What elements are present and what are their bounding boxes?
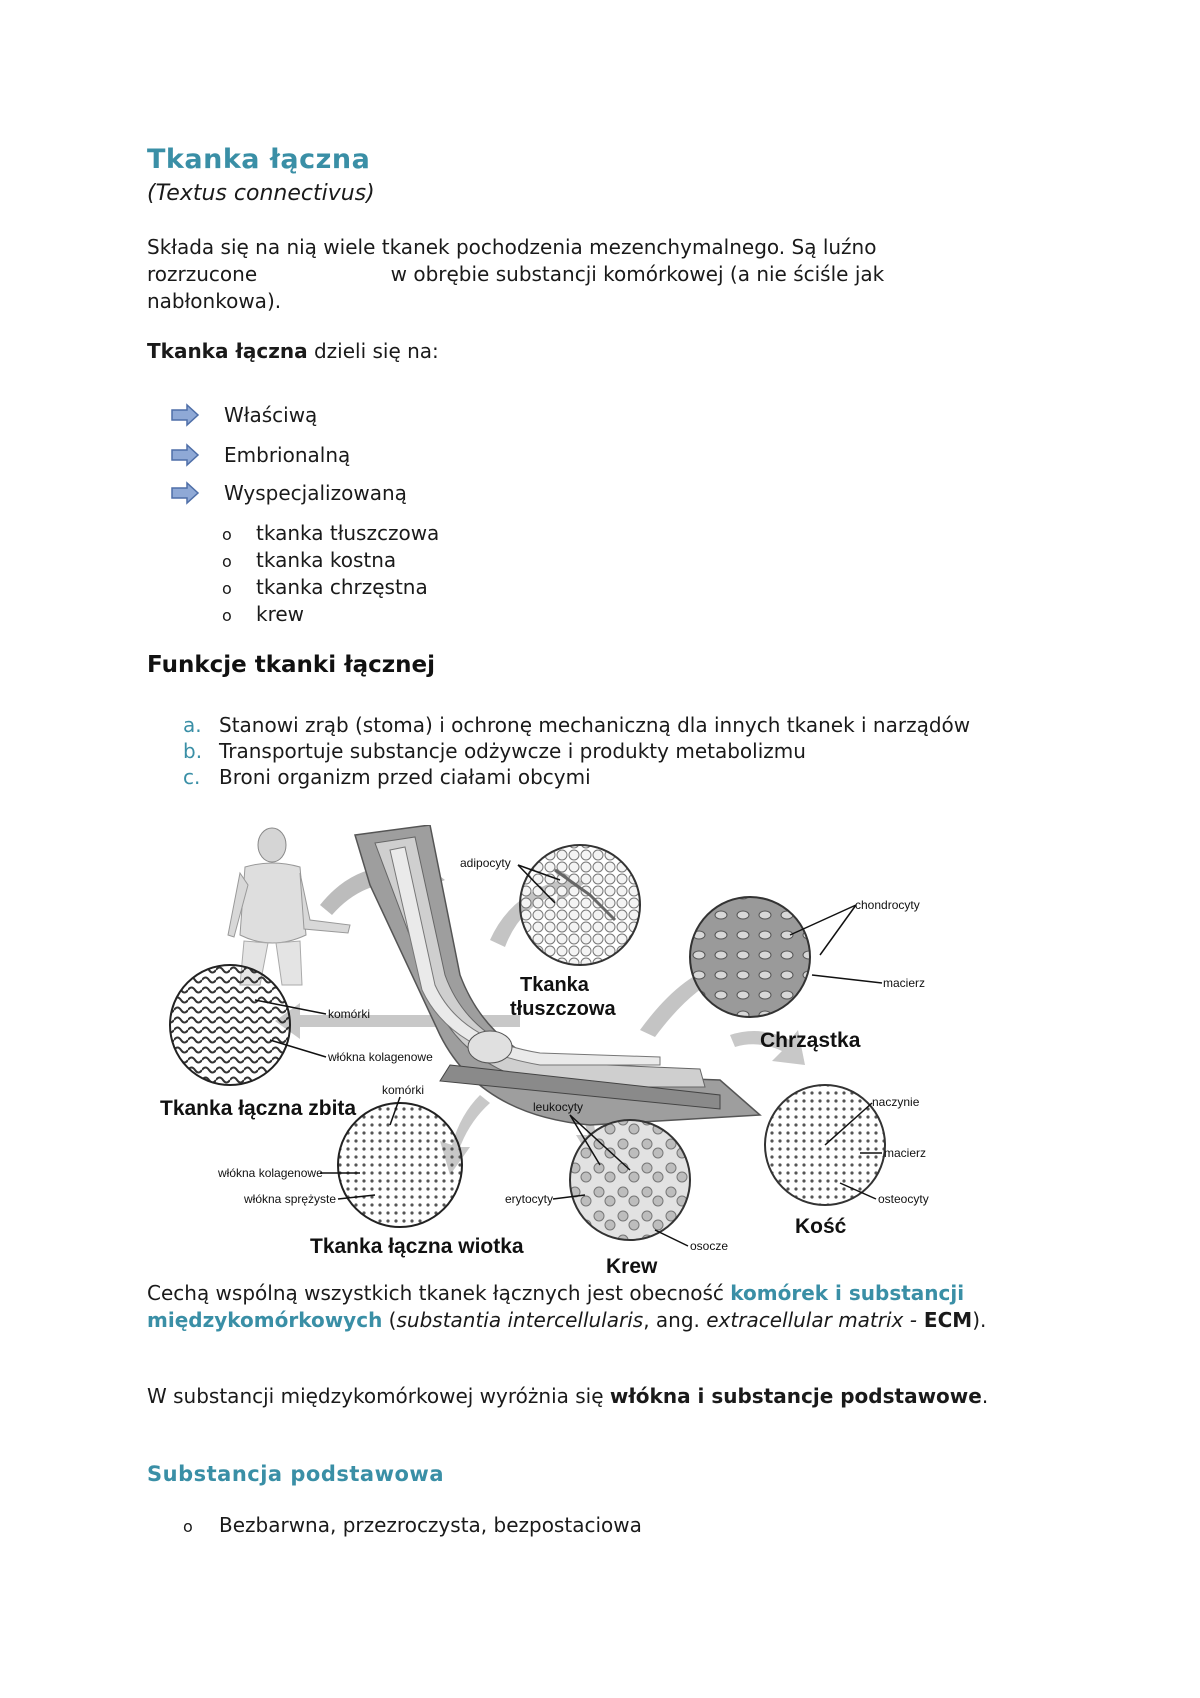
arrow-right-icon — [170, 481, 200, 505]
substance-heading: Substancja podstawowa — [147, 1462, 444, 1486]
label-tkanka: Tkanka — [520, 974, 589, 996]
subtype-label: tkanka kostna — [256, 548, 397, 572]
list-item — [183, 712, 970, 738]
bullet-marker: o — [222, 579, 232, 598]
bullet-marker: o — [222, 552, 232, 571]
page-subtitle: (Textus connectivus) — [147, 181, 375, 206]
ecm-text-c: ( — [382, 1308, 397, 1332]
ecm-abbrev: ECM — [916, 1308, 973, 1332]
fibers-text-c: . — [981, 1384, 989, 1408]
ecm-text-a: Cechą wspólną wszystkich tkanek łącznych jest obecność — [147, 1281, 731, 1305]
arrow-right-icon — [170, 403, 200, 427]
label-krew: Krew — [606, 1255, 658, 1278]
bullet-marker: o — [222, 606, 232, 625]
list-item — [222, 547, 396, 575]
functions-heading: Funkcje tkanki łącznej — [147, 652, 436, 678]
page-title: Tkanka łączna — [147, 144, 371, 175]
ecm-paragraph — [147, 1280, 1077, 1334]
divides-rest: dzieli się na: — [307, 339, 439, 363]
fibers-paragraph — [147, 1383, 1077, 1410]
adipose-tissue-circle — [520, 845, 640, 965]
label-chrzastka: Chrząstka — [760, 1029, 861, 1052]
type-label: Właściwą — [224, 402, 318, 427]
function-text: Transportuje substancje odżywcze i produkty metabolizmu — [219, 739, 806, 763]
list-item — [170, 440, 350, 470]
type-label: Wyspecjalizowaną — [224, 480, 407, 505]
divides-bold: Tkanka łączna — [147, 339, 308, 363]
label-tluszczowa: tłuszczowa — [510, 998, 616, 1020]
fibers-bold: włókna i substancje podstawowe — [609, 1384, 982, 1408]
label-komorki-1: komórki — [328, 1007, 371, 1021]
list-letter: a. — [183, 713, 202, 737]
label-wlokna-kol-2: włókna kolagenowe — [218, 1166, 323, 1180]
ecm-latin: substantia intercellularis — [396, 1308, 644, 1332]
subtype-label: krew — [256, 602, 305, 626]
bullet-marker: o — [222, 525, 232, 544]
label-chondrocyty: chondrocyty — [855, 898, 920, 912]
label-wiotka: Tkanka łączna wiotka — [310, 1235, 524, 1258]
intro-line-1: Składa się na nią wiele tkanek pochodzenia mezenchymalnego. Są luźno — [147, 235, 877, 259]
intro-line-3: nabłonkowa). — [147, 289, 282, 313]
function-text: Broni organizm przed ciałami obcymi — [219, 765, 591, 789]
list-item — [222, 520, 439, 548]
ecm-text-e: , ang. — [643, 1308, 707, 1332]
list-item — [222, 574, 428, 602]
function-text: Stanowi zrąb (stoma) i ochronę mechaniczną dla innych tkanek i narządów — [219, 713, 971, 737]
label-komorki-2: komórki — [382, 1083, 425, 1097]
list-item — [222, 601, 304, 629]
label-wlokna-kol-1: włókna kolagenowe — [328, 1050, 433, 1064]
ecm-english: extracellular matrix - — [706, 1308, 917, 1332]
fibers-text-a: W substancji międzykomórkowej wyróżnia się — [147, 1384, 610, 1408]
label-adipocyty: adipocyty — [460, 856, 511, 870]
type-label: Embrionalną — [224, 442, 351, 467]
intro-paragraph — [147, 234, 1027, 315]
ecm-text-h: ). — [972, 1308, 987, 1332]
label-erytrocyty: erytocyty — [505, 1192, 554, 1206]
cartilage-circle — [690, 897, 810, 1017]
ecm-highlight: komórek i substancji międzykomórkowych — [147, 1281, 965, 1332]
divides-paragraph — [147, 338, 439, 365]
list-item — [170, 478, 407, 508]
label-macierz-2: macierz — [884, 1146, 927, 1160]
connective-tissue-figure — [160, 825, 1060, 1280]
intro-line-2: rozrzucone w obrębie substancji komórkowej (a nie ściśle jak — [147, 262, 885, 286]
loose-tissue-circle — [338, 1103, 462, 1227]
blood-circle — [570, 1120, 690, 1240]
label-leukocyty: leukocyty — [533, 1100, 584, 1114]
label-kosc: Kość — [795, 1215, 847, 1238]
list-item — [170, 400, 317, 430]
label-zbita: Tkanka łączna zbita — [160, 1097, 357, 1120]
dense-tissue-circle — [170, 965, 290, 1085]
subtype-label: tkanka chrzęstna — [256, 575, 428, 599]
list-letter: c. — [183, 765, 201, 789]
label-osocze: osocze — [690, 1239, 729, 1253]
list-item — [183, 738, 806, 764]
bullet-marker: o — [183, 1517, 193, 1536]
label-osteocyty: osteocyty — [878, 1192, 929, 1206]
list-item — [183, 764, 591, 790]
subtype-label: tkanka tłuszczowa — [256, 521, 440, 545]
label-naczynie: naczynie — [872, 1095, 920, 1109]
arrow-right-icon — [170, 443, 200, 467]
list-item — [183, 1512, 642, 1540]
label-wlokna-spr: włókna sprężyste — [244, 1192, 337, 1206]
substance-item: Bezbarwna, przezroczysta, bezpostaciowa — [219, 1513, 642, 1537]
list-letter: b. — [183, 739, 203, 763]
label-macierz-1: macierz — [883, 976, 926, 990]
